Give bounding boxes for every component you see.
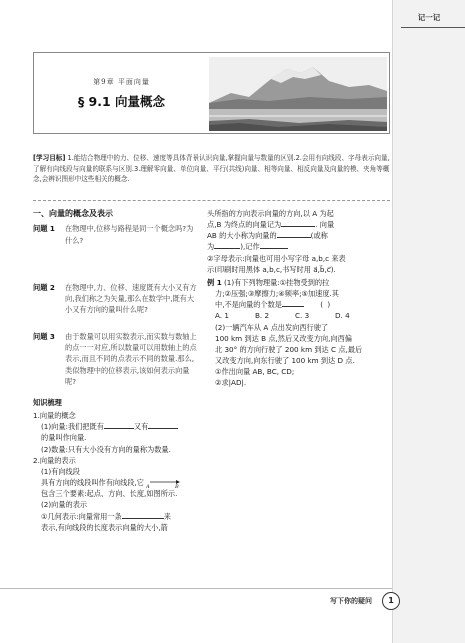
text-line [207, 241, 390, 252]
fill-blank[interactable] [282, 299, 304, 307]
chapter-title: 第9章 平面向量 [93, 78, 150, 86]
mountain-lake-photo [209, 57, 387, 131]
footer-rule [0, 588, 392, 589]
kb-item [33, 511, 199, 522]
point-b-label: B [175, 484, 179, 489]
directed-segment-icon [146, 478, 180, 488]
point-a-label: A [146, 484, 150, 489]
text-line: 力;②压强;③摩擦力;④频率;⑤加速度.其 [215, 289, 339, 299]
answer-paren[interactable]: ( ) [320, 300, 332, 310]
question-text: 由于数量可以用实数表示,而实数与数轴上的点一一对应,所以数量可以用数轴上的点表示,而且不同的点表示不同的数量.那么,类似物理中的位移表示,该如何表示向量呢? [65, 332, 197, 386]
answer-space[interactable] [33, 323, 199, 331]
kb-item: 包含三个要素:起点、方向、长度,如图所示. [41, 489, 178, 499]
knowledge-summary-heading: 知识梳理 [33, 397, 62, 407]
fill-blank[interactable] [214, 241, 240, 249]
fill-blank[interactable] [281, 219, 315, 227]
kb-item: (1)有向线段 [41, 466, 80, 476]
kb-text: 来 [163, 511, 171, 521]
text-line [207, 219, 390, 230]
kb-item: 2.向量的表示 [33, 455, 76, 465]
fill-blank[interactable] [260, 241, 288, 249]
kb-item: 1.向量的概念 [33, 411, 76, 421]
notes-rule [401, 27, 465, 28]
text-line: ①作出向量 AB, BC, CD; [215, 367, 295, 377]
text-span: 中,不是向量的个数是 [215, 300, 282, 310]
fill-blank[interactable] [277, 230, 311, 238]
fill-blank[interactable] [122, 511, 164, 519]
question-text: 在物理中,力、位移、速度既有大小又有方向,我们称之为矢量,那么在数学中,既有大小又有方向的量叫什么呢? [65, 282, 197, 315]
section-title: § 9.1 向量概念 [77, 94, 166, 109]
answer-space[interactable] [33, 254, 199, 282]
left-column [33, 208, 199, 533]
kb-text: ①几何表示:向量常用一条 [41, 511, 122, 521]
section-heading: 一、向量的概念及表示 [33, 209, 113, 218]
text-line: 北 30° 的方向行驶了 200 km 到达 C 点,最后 [215, 344, 363, 354]
notes-title: 记一记 [417, 13, 441, 22]
objectives-text: 1.能结合物理中的力、位移、速度等具体背景认识向量,掌握向量与数量的区别.2.会用有向线段、字母表示向量,了解有向线段与向量的联系与区别.3.理解零向量、单位向量、平行(共线)向量、相等向量、相反向量及向量的模、夹角等概念,会辨识图形中这些相关的概念. [33, 154, 390, 184]
question-2 [33, 282, 199, 315]
fill-blank[interactable] [104, 421, 134, 429]
right-column [207, 208, 390, 389]
example-1 [207, 277, 390, 288]
page-number: 1 [382, 592, 400, 610]
kb-item [33, 421, 199, 432]
text-span: 点,B 为终点的向量记为 [207, 220, 282, 230]
footer-prompt: 写下你的疑问 [330, 597, 372, 605]
kb-item: (2)数量:只有大小没有方向的量称为数量. [41, 444, 171, 454]
chapter-banner [33, 52, 390, 134]
question-1 [33, 223, 199, 245]
section-divider [33, 200, 390, 201]
question-text: 在物理中,位移与路程是同一个概念吗?为什么? [65, 224, 194, 245]
text-line [207, 299, 390, 310]
kb-text: 具有方向的线段叫作有向线段,它 [41, 478, 144, 488]
objectives-label: [学习目标] [33, 154, 66, 162]
text-span: . 向量 [315, 220, 335, 230]
fill-blank[interactable] [148, 421, 178, 429]
text-line: ②求|AD|. [215, 378, 247, 388]
text-line: 100 km 到达 B 点,然后又改变方向,向西偏 [215, 333, 352, 343]
learning-objectives [33, 153, 390, 185]
notes-column [392, 0, 465, 643]
option-a[interactable]: A. 1 [215, 311, 229, 321]
example-text: (1)有下列物理量:①挂物受到的拉 [224, 277, 330, 287]
text-line: 又改变方向,向东行驶了 100 km 到达 D 点. [215, 356, 355, 366]
kb-text: (1)向量:我们把既有 [41, 422, 104, 432]
text-span: (或称 [310, 231, 328, 241]
kb-item [33, 477, 199, 488]
banner-text [34, 53, 209, 133]
text-span: ),记作 [240, 242, 260, 252]
text-span: AB 的大小称为向量的 [207, 231, 277, 241]
text-line: (2)一辆汽车从 A 点出发向西行驶了 [215, 322, 329, 332]
question-3 [33, 331, 199, 387]
option-b[interactable]: B. 2 [255, 311, 270, 321]
kb-item: 的量叫作向量. [41, 433, 87, 443]
question-label: 问题 1 [33, 224, 55, 234]
text-line: 示(印刷时用黑体 a,b,c,书写时用 a⃗,b⃗,c⃗). [207, 264, 336, 274]
option-c[interactable]: C. 3 [295, 311, 310, 321]
kb-item: 表示,有向线段的长度表示向量的大小,箭 [41, 522, 168, 532]
kb-item: (2)向量的表示 [41, 500, 88, 510]
text-line: 头所指的方向表示向量的方向,以 A 为起 [207, 209, 334, 218]
question-label: 问题 2 [33, 282, 55, 292]
option-d[interactable]: D. 4 [335, 311, 350, 321]
options-row [207, 310, 390, 321]
text-line [207, 230, 390, 241]
text-line: ②字母表示:向量也可用小写字母 a,b,c 来表 [207, 253, 346, 263]
text-span: 为 [207, 242, 215, 252]
question-label: 问题 3 [33, 332, 55, 342]
example-label: 例 1 [207, 277, 222, 287]
kb-text: 又有 [133, 422, 149, 432]
mountain-image [209, 57, 387, 131]
